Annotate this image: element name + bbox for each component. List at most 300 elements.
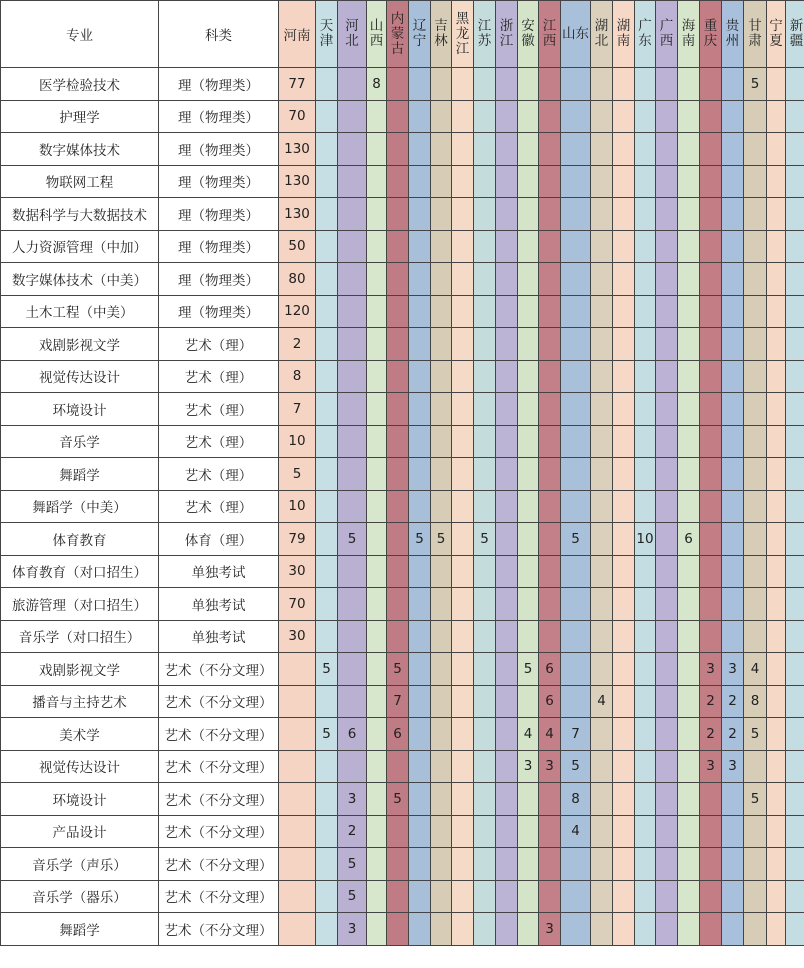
cell-quota bbox=[431, 555, 452, 588]
cell-quota bbox=[452, 848, 474, 881]
cell-quota bbox=[539, 880, 561, 913]
cell-quota bbox=[338, 133, 367, 166]
cell-quota bbox=[656, 718, 678, 751]
cell-category: 艺术（不分文理） bbox=[159, 653, 279, 686]
cell-category: 理（物理类） bbox=[159, 295, 279, 328]
cell-quota bbox=[539, 230, 561, 263]
cell-major: 人力资源管理（中加） bbox=[1, 230, 159, 263]
cell-quota: 130 bbox=[279, 133, 316, 166]
cell-quota bbox=[744, 523, 767, 556]
cell-quota bbox=[700, 783, 722, 816]
cell-quota bbox=[496, 165, 518, 198]
cell-quota bbox=[561, 425, 591, 458]
cell-quota bbox=[431, 685, 452, 718]
cell-quota bbox=[561, 230, 591, 263]
cell-quota bbox=[678, 393, 700, 426]
cell-quota bbox=[786, 815, 804, 848]
cell-quota bbox=[409, 750, 431, 783]
cell-quota bbox=[744, 490, 767, 523]
cell-quota bbox=[367, 360, 387, 393]
cell-quota bbox=[786, 718, 804, 751]
cell-quota bbox=[656, 198, 678, 231]
cell-quota bbox=[474, 588, 496, 621]
cell-quota bbox=[452, 718, 474, 751]
cell-quota bbox=[613, 198, 635, 231]
cell-quota bbox=[635, 620, 656, 653]
cell-quota: 6 bbox=[539, 685, 561, 718]
cell-quota bbox=[591, 328, 613, 361]
cell-quota bbox=[496, 783, 518, 816]
cell-quota bbox=[700, 165, 722, 198]
cell-quota bbox=[744, 100, 767, 133]
cell-quota bbox=[700, 588, 722, 621]
cell-category: 艺术（不分文理） bbox=[159, 815, 279, 848]
cell-quota bbox=[656, 848, 678, 881]
cell-quota bbox=[367, 555, 387, 588]
cell-quota: 2 bbox=[700, 685, 722, 718]
cell-quota bbox=[656, 360, 678, 393]
header-province: 天津 bbox=[316, 1, 338, 68]
cell-quota bbox=[474, 555, 496, 588]
cell-major: 医学检验技术 bbox=[1, 68, 159, 101]
cell-quota bbox=[613, 393, 635, 426]
cell-quota bbox=[338, 100, 367, 133]
cell-quota bbox=[431, 295, 452, 328]
cell-quota bbox=[656, 913, 678, 946]
cell-category: 理（物理类） bbox=[159, 100, 279, 133]
cell-quota bbox=[474, 68, 496, 101]
cell-quota bbox=[561, 458, 591, 491]
cell-quota bbox=[367, 718, 387, 751]
cell-quota bbox=[678, 620, 700, 653]
cell-quota bbox=[496, 588, 518, 621]
cell-quota bbox=[474, 425, 496, 458]
cell-quota bbox=[613, 100, 635, 133]
cell-quota bbox=[678, 555, 700, 588]
cell-quota bbox=[409, 490, 431, 523]
cell-quota: 70 bbox=[279, 588, 316, 621]
cell-quota bbox=[635, 880, 656, 913]
cell-quota bbox=[656, 458, 678, 491]
cell-quota: 4 bbox=[744, 653, 767, 686]
cell-quota bbox=[539, 815, 561, 848]
cell-quota bbox=[387, 100, 409, 133]
cell-quota bbox=[744, 913, 767, 946]
cell-major: 产品设计 bbox=[1, 815, 159, 848]
header-province: 黑龙江 bbox=[452, 1, 474, 68]
cell-quota bbox=[474, 328, 496, 361]
cell-quota bbox=[338, 360, 367, 393]
cell-quota bbox=[518, 68, 539, 101]
cell-quota: 4 bbox=[518, 718, 539, 751]
header-province: 湖北 bbox=[591, 1, 613, 68]
cell-category: 艺术（不分文理） bbox=[159, 750, 279, 783]
cell-quota bbox=[474, 360, 496, 393]
cell-quota bbox=[409, 880, 431, 913]
cell-major: 视觉传达设计 bbox=[1, 360, 159, 393]
cell-quota bbox=[316, 458, 338, 491]
cell-quota bbox=[635, 815, 656, 848]
cell-quota bbox=[678, 230, 700, 263]
cell-quota bbox=[786, 328, 804, 361]
cell-quota bbox=[387, 490, 409, 523]
cell-quota bbox=[338, 750, 367, 783]
cell-quota bbox=[474, 718, 496, 751]
cell-quota: 5 bbox=[744, 783, 767, 816]
cell-quota bbox=[316, 230, 338, 263]
cell-major: 环境设计 bbox=[1, 783, 159, 816]
cell-quota bbox=[431, 718, 452, 751]
cell-category: 艺术（理） bbox=[159, 360, 279, 393]
cell-quota bbox=[656, 588, 678, 621]
cell-quota bbox=[767, 328, 786, 361]
cell-quota bbox=[591, 165, 613, 198]
cell-quota bbox=[316, 328, 338, 361]
table-row bbox=[1, 555, 804, 588]
cell-quota bbox=[767, 263, 786, 296]
cell-quota bbox=[409, 165, 431, 198]
table-row bbox=[1, 100, 804, 133]
cell-major: 护理学 bbox=[1, 100, 159, 133]
cell-quota bbox=[496, 555, 518, 588]
cell-quota bbox=[613, 880, 635, 913]
cell-quota bbox=[367, 880, 387, 913]
cell-quota bbox=[452, 68, 474, 101]
header-row bbox=[1, 1, 804, 68]
cell-major: 戏剧影视文学 bbox=[1, 328, 159, 361]
cell-quota bbox=[700, 880, 722, 913]
cell-quota: 6 bbox=[678, 523, 700, 556]
cell-quota bbox=[496, 653, 518, 686]
header-province: 宁夏 bbox=[767, 1, 786, 68]
table-row bbox=[1, 230, 804, 263]
cell-quota: 120 bbox=[279, 295, 316, 328]
cell-quota bbox=[474, 393, 496, 426]
cell-quota: 130 bbox=[279, 198, 316, 231]
cell-quota bbox=[387, 913, 409, 946]
cell-quota bbox=[700, 555, 722, 588]
cell-major: 美术学 bbox=[1, 718, 159, 751]
cell-quota bbox=[744, 815, 767, 848]
cell-quota bbox=[409, 620, 431, 653]
cell-quota bbox=[678, 133, 700, 166]
cell-quota bbox=[496, 523, 518, 556]
cell-quota bbox=[613, 425, 635, 458]
cell-quota bbox=[316, 750, 338, 783]
cell-quota bbox=[316, 133, 338, 166]
cell-quota bbox=[518, 198, 539, 231]
cell-quota bbox=[387, 620, 409, 653]
cell-category: 体育（理） bbox=[159, 523, 279, 556]
cell-quota bbox=[744, 880, 767, 913]
cell-quota bbox=[744, 165, 767, 198]
cell-quota bbox=[613, 458, 635, 491]
cell-quota bbox=[518, 458, 539, 491]
cell-quota bbox=[431, 588, 452, 621]
cell-quota bbox=[338, 198, 367, 231]
cell-quota bbox=[591, 750, 613, 783]
cell-quota bbox=[613, 165, 635, 198]
cell-quota bbox=[316, 685, 338, 718]
cell-quota bbox=[722, 295, 744, 328]
cell-quota bbox=[613, 555, 635, 588]
cell-quota bbox=[539, 68, 561, 101]
cell-quota bbox=[786, 198, 804, 231]
cell-quota bbox=[316, 100, 338, 133]
cell-quota bbox=[496, 360, 518, 393]
table-row bbox=[1, 263, 804, 296]
cell-quota bbox=[496, 913, 518, 946]
cell-quota bbox=[656, 328, 678, 361]
cell-quota bbox=[635, 360, 656, 393]
cell-quota bbox=[700, 360, 722, 393]
cell-quota bbox=[431, 913, 452, 946]
cell-quota bbox=[635, 913, 656, 946]
cell-quota bbox=[678, 490, 700, 523]
cell-quota bbox=[744, 230, 767, 263]
cell-quota bbox=[561, 360, 591, 393]
cell-quota bbox=[409, 100, 431, 133]
cell-quota bbox=[744, 198, 767, 231]
cell-quota bbox=[367, 198, 387, 231]
cell-major: 音乐学 bbox=[1, 425, 159, 458]
cell-quota bbox=[767, 783, 786, 816]
table-row bbox=[1, 133, 804, 166]
cell-category: 艺术（理） bbox=[159, 425, 279, 458]
cell-quota bbox=[656, 230, 678, 263]
cell-quota bbox=[452, 620, 474, 653]
cell-quota bbox=[700, 68, 722, 101]
cell-quota bbox=[786, 555, 804, 588]
table-row bbox=[1, 588, 804, 621]
cell-quota bbox=[591, 815, 613, 848]
cell-major: 体育教育 bbox=[1, 523, 159, 556]
cell-quota: 5 bbox=[474, 523, 496, 556]
cell-quota bbox=[452, 295, 474, 328]
cell-quota bbox=[367, 393, 387, 426]
cell-quota bbox=[539, 198, 561, 231]
cell-quota bbox=[387, 523, 409, 556]
cell-quota bbox=[561, 588, 591, 621]
cell-quota bbox=[613, 848, 635, 881]
cell-quota bbox=[474, 133, 496, 166]
cell-quota bbox=[613, 68, 635, 101]
cell-quota bbox=[700, 913, 722, 946]
cell-quota bbox=[700, 100, 722, 133]
cell-quota bbox=[409, 718, 431, 751]
cell-quota bbox=[496, 133, 518, 166]
header-province: 山西 bbox=[367, 1, 387, 68]
cell-quota bbox=[744, 133, 767, 166]
cell-quota bbox=[635, 230, 656, 263]
cell-quota bbox=[767, 165, 786, 198]
cell-category: 艺术（不分文理） bbox=[159, 913, 279, 946]
cell-quota bbox=[678, 263, 700, 296]
cell-quota bbox=[518, 523, 539, 556]
cell-quota bbox=[591, 490, 613, 523]
cell-quota bbox=[786, 165, 804, 198]
cell-quota bbox=[786, 685, 804, 718]
cell-major: 数据科学与大数据技术 bbox=[1, 198, 159, 231]
cell-quota bbox=[767, 230, 786, 263]
cell-quota bbox=[786, 295, 804, 328]
cell-quota bbox=[591, 100, 613, 133]
cell-quota bbox=[431, 198, 452, 231]
cell-quota bbox=[518, 230, 539, 263]
cell-quota bbox=[635, 685, 656, 718]
cell-quota: 8 bbox=[279, 360, 316, 393]
cell-quota bbox=[767, 393, 786, 426]
cell-major: 视觉传达设计 bbox=[1, 750, 159, 783]
cell-quota bbox=[678, 68, 700, 101]
cell-quota: 5 bbox=[338, 523, 367, 556]
cell-quota bbox=[474, 295, 496, 328]
cell-quota bbox=[474, 653, 496, 686]
cell-quota bbox=[591, 295, 613, 328]
cell-quota bbox=[338, 458, 367, 491]
cell-quota bbox=[722, 393, 744, 426]
cell-quota: 8 bbox=[744, 685, 767, 718]
cell-quota bbox=[409, 653, 431, 686]
cell-category: 艺术（不分文理） bbox=[159, 848, 279, 881]
cell-quota: 5 bbox=[431, 523, 452, 556]
cell-quota bbox=[561, 393, 591, 426]
cell-quota bbox=[496, 425, 518, 458]
cell-quota bbox=[656, 653, 678, 686]
cell-quota bbox=[656, 620, 678, 653]
cell-quota bbox=[474, 100, 496, 133]
cell-quota bbox=[591, 653, 613, 686]
cell-quota bbox=[367, 165, 387, 198]
cell-quota bbox=[786, 100, 804, 133]
cell-quota bbox=[338, 620, 367, 653]
cell-quota bbox=[338, 588, 367, 621]
table-body bbox=[1, 68, 804, 946]
cell-quota bbox=[722, 198, 744, 231]
cell-quota bbox=[561, 100, 591, 133]
cell-quota: 3 bbox=[338, 783, 367, 816]
cell-quota bbox=[539, 848, 561, 881]
cell-quota bbox=[431, 750, 452, 783]
cell-quota bbox=[496, 295, 518, 328]
cell-quota: 5 bbox=[279, 458, 316, 491]
cell-quota bbox=[496, 815, 518, 848]
cell-quota bbox=[613, 490, 635, 523]
cell-quota bbox=[767, 68, 786, 101]
cell-quota bbox=[678, 328, 700, 361]
cell-quota: 5 bbox=[561, 750, 591, 783]
cell-major: 环境设计 bbox=[1, 393, 159, 426]
cell-quota bbox=[561, 165, 591, 198]
cell-quota bbox=[409, 328, 431, 361]
cell-major: 戏剧影视文学 bbox=[1, 653, 159, 686]
cell-category: 艺术（理） bbox=[159, 393, 279, 426]
cell-quota bbox=[700, 230, 722, 263]
cell-quota bbox=[786, 360, 804, 393]
header-province: 辽宁 bbox=[409, 1, 431, 68]
cell-quota bbox=[613, 295, 635, 328]
cell-major: 土木工程（中美） bbox=[1, 295, 159, 328]
cell-quota bbox=[367, 425, 387, 458]
cell-quota bbox=[678, 718, 700, 751]
cell-quota bbox=[316, 848, 338, 881]
cell-quota bbox=[431, 133, 452, 166]
cell-quota bbox=[591, 718, 613, 751]
cell-quota bbox=[678, 913, 700, 946]
cell-quota bbox=[656, 68, 678, 101]
cell-quota bbox=[279, 783, 316, 816]
cell-quota: 2 bbox=[722, 718, 744, 751]
cell-quota: 2 bbox=[700, 718, 722, 751]
cell-quota bbox=[474, 230, 496, 263]
cell-category: 艺术（理） bbox=[159, 490, 279, 523]
cell-quota bbox=[767, 490, 786, 523]
cell-quota bbox=[279, 815, 316, 848]
cell-quota bbox=[474, 198, 496, 231]
cell-quota bbox=[786, 68, 804, 101]
cell-quota bbox=[561, 620, 591, 653]
cell-quota bbox=[518, 133, 539, 166]
cell-quota bbox=[316, 360, 338, 393]
cell-category: 艺术（理） bbox=[159, 328, 279, 361]
cell-quota bbox=[496, 718, 518, 751]
cell-major: 数字媒体技术（中美） bbox=[1, 263, 159, 296]
cell-quota bbox=[786, 783, 804, 816]
cell-quota: 5 bbox=[744, 68, 767, 101]
cell-quota bbox=[452, 555, 474, 588]
cell-quota bbox=[367, 523, 387, 556]
cell-quota bbox=[452, 458, 474, 491]
cell-quota bbox=[474, 620, 496, 653]
cell-quota bbox=[613, 653, 635, 686]
cell-quota bbox=[539, 393, 561, 426]
table-row bbox=[1, 523, 804, 556]
cell-quota bbox=[496, 685, 518, 718]
cell-category: 艺术（不分文理） bbox=[159, 880, 279, 913]
cell-quota bbox=[722, 263, 744, 296]
cell-quota bbox=[700, 458, 722, 491]
cell-quota bbox=[786, 750, 804, 783]
header-province: 湖南 bbox=[613, 1, 635, 68]
cell-quota bbox=[539, 360, 561, 393]
cell-quota bbox=[316, 913, 338, 946]
cell-category: 理（物理类） bbox=[159, 133, 279, 166]
cell-quota bbox=[786, 848, 804, 881]
cell-quota bbox=[409, 848, 431, 881]
cell-quota bbox=[561, 490, 591, 523]
cell-category: 理（物理类） bbox=[159, 230, 279, 263]
table-row bbox=[1, 653, 804, 686]
cell-quota bbox=[591, 783, 613, 816]
cell-quota: 3 bbox=[722, 750, 744, 783]
cell-quota bbox=[635, 393, 656, 426]
cell-quota bbox=[496, 328, 518, 361]
cell-quota bbox=[767, 620, 786, 653]
cell-quota bbox=[539, 620, 561, 653]
cell-quota bbox=[474, 165, 496, 198]
cell-quota bbox=[338, 653, 367, 686]
cell-quota bbox=[744, 425, 767, 458]
cell-quota bbox=[387, 295, 409, 328]
cell-quota bbox=[700, 490, 722, 523]
cell-quota bbox=[591, 848, 613, 881]
cell-quota bbox=[722, 815, 744, 848]
cell-quota bbox=[722, 328, 744, 361]
cell-quota bbox=[678, 783, 700, 816]
cell-quota bbox=[431, 230, 452, 263]
cell-quota bbox=[744, 555, 767, 588]
table-row bbox=[1, 880, 804, 913]
